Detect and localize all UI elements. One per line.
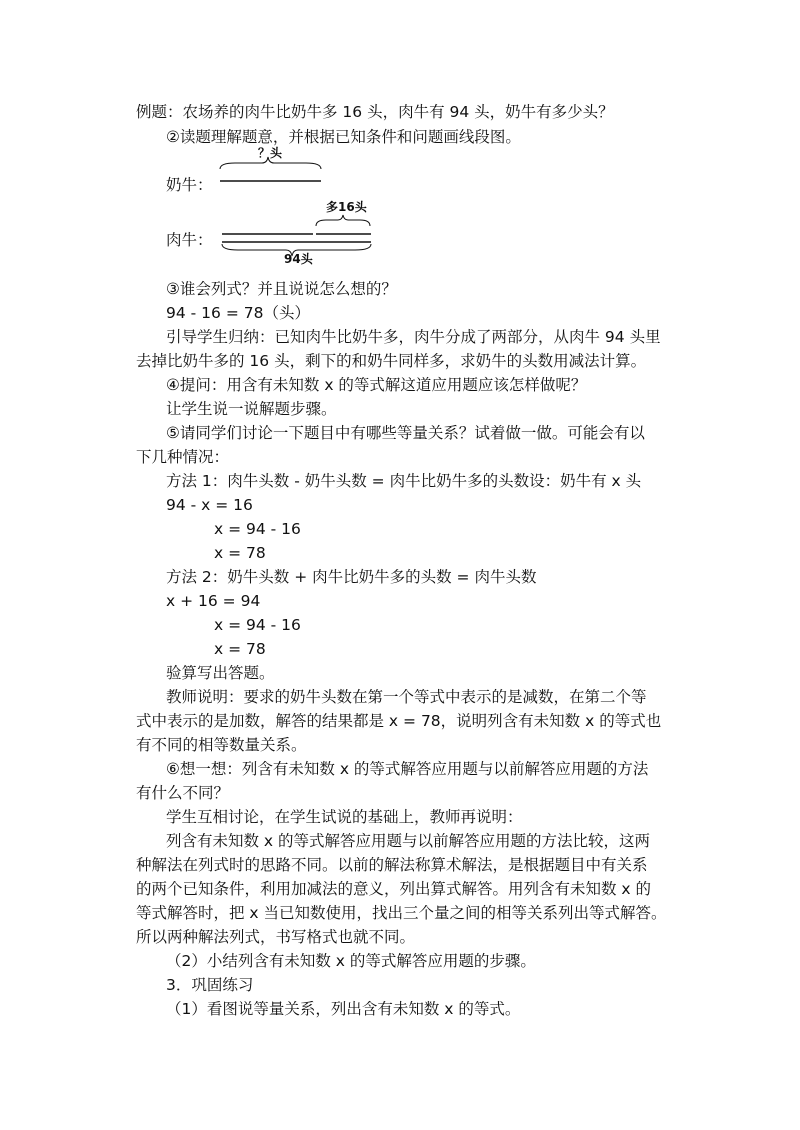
step-4-b: 让学生说一说解题步骤。 <box>166 400 337 418</box>
discussion: 学生互相讨论，在学生试说的基础上，教师再说明： <box>166 808 523 826</box>
guide-line-2: 去掉比奶牛多的 16 头，剩下的和奶牛同样多，求奶牛的头数用减法计算。 <box>136 352 647 370</box>
method-2-eq-1: x + 16 = 94 <box>166 592 261 610</box>
method-2: 方法 2：奶牛头数 + 肉牛比奶牛多的头数 = 肉牛头数 <box>166 568 537 586</box>
method-1-eq-2: x = 94 - 16 <box>214 520 301 538</box>
step-3: ③谁会列式？并且说说怎么想的？ <box>166 280 397 298</box>
explanation-line-2: 种解法在列式时的思路不同。以前的解法称算术解法，是根据题目中有关系 <box>136 856 648 874</box>
beef-total-label: 94头 <box>284 252 313 266</box>
method-2-eq-3: x = 78 <box>214 640 266 658</box>
explanation-line-3: 的两个已知条件，利用加减法的意义，列出算式解答。用列含有未知数 x 的 <box>136 880 652 898</box>
practice-item-1: （1）看图说等量关系，列出含有未知数 x 的等式。 <box>166 1000 521 1018</box>
summary: （2）小结列含有未知数 x 的等式解答应用题的步骤。 <box>166 952 536 970</box>
step-6-line-2: 有什么不同？ <box>136 784 230 802</box>
method-1-eq-1: 94 - x = 16 <box>166 496 253 514</box>
step-4: ④提问：用含有未知数 x 的等式解这道应用题应该怎样做呢？ <box>166 376 587 394</box>
method-1: 方法 1：肉牛头数 - 奶牛头数 = 肉牛比奶牛多的头数设：奶牛有 x 头 <box>166 472 642 490</box>
beef-total-brace <box>222 244 371 256</box>
calc-1: 94 - 16 = 78（头） <box>166 304 310 322</box>
explanation-line-1: 列含有未知数 x 的等式解答应用题与以前解答应用题的方法比较，这两 <box>166 832 651 850</box>
guide-line-1: 引导学生归纳：已知肉牛比奶牛多，肉牛分成了两部分，从肉牛 94 头里 <box>166 328 661 346</box>
teacher-note-line-3: 有不同的相等数量关系。 <box>136 736 307 754</box>
cow-brace <box>220 157 321 169</box>
method-1-eq-3: x = 78 <box>214 544 266 562</box>
cow-label: 奶牛： <box>166 176 213 194</box>
explanation-line-4: 等式解答时，把 x 当已知数使用，找出三个量之间的相等关系列出等式解答。 <box>136 904 667 922</box>
beef-more-brace <box>316 215 370 226</box>
verify: 验算写出答题。 <box>166 664 275 682</box>
method-2-eq-2: x = 94 - 16 <box>214 616 301 634</box>
teacher-note-line-2: 式中表示的是加数，解答的结果都是 x = 78，说明列含有未知数 x 的等式也 <box>136 712 662 730</box>
step-6-line-1: ⑥想一想：列含有未知数 x 的等式解答应用题与以前解答应用题的方法 <box>166 760 649 778</box>
example-problem: 例题：农场养的肉牛比奶牛多 16 头，肉牛有 94 头，奶牛有多少头？ <box>136 103 614 121</box>
teacher-note-line-1: 教师说明：要求的奶牛头数在第一个等式中表示的是减数，在第二个等 <box>166 688 647 706</box>
step-5-line-1: ⑤请同学们讨论一下题目中有哪些等量关系？试着做一做。可能会有以 <box>166 424 645 442</box>
segment-drawing <box>0 0 800 300</box>
step-2: ②读题理解题意，并根据已知条件和问题画线段图。 <box>166 128 521 146</box>
practice-heading: 3．巩固练习 <box>166 976 254 994</box>
step-5-line-2: 下几种情况： <box>136 448 230 466</box>
beef-more-label: 多16头 <box>326 200 367 214</box>
explanation-line-5: 所以两种解法列式，书写格式也就不同。 <box>136 928 416 946</box>
cow-question-label: ？头 <box>258 146 283 160</box>
beef-label: 肉牛： <box>166 231 213 249</box>
